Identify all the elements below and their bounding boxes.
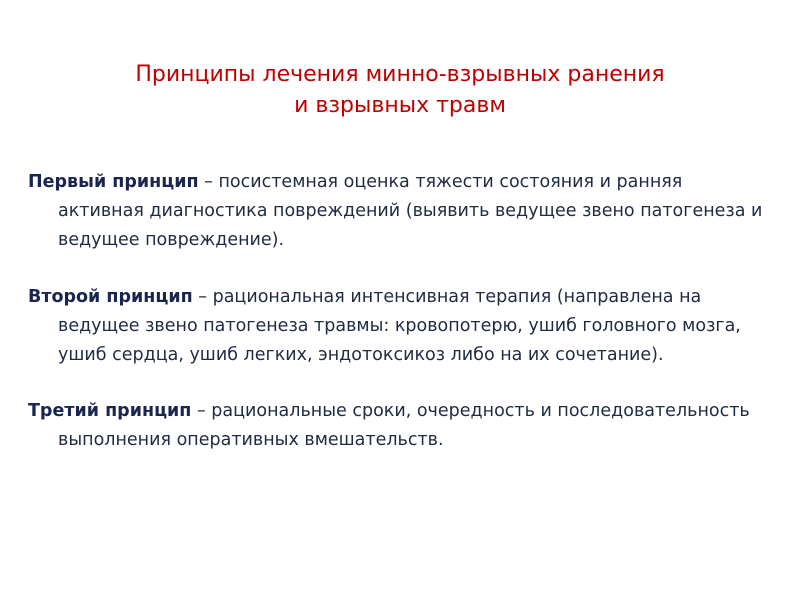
principle-second-text: – рациональная интенсивная терапия (направлена на ведущее звено патогенеза травмы: кровопотерю, ушиб головного мозга, ушиб сердца, ушиб легких, эндотоксикоз либо на их сочетание). [58, 287, 741, 365]
principles-list [28, 168, 768, 455]
principle-third-text: – рациональные сроки, очередность и последовательность выполнения оперативных вмешательств. [58, 401, 750, 450]
slide-title [40, 59, 760, 121]
title-line-1: Принципы лечения минно-взрывных ранения [135, 61, 665, 87]
principle-first [28, 168, 768, 255]
principle-third [28, 397, 768, 455]
principle-second [28, 283, 768, 370]
principle-first-text: – посистемная оценка тяжести состояния и ранняя активная диагностика повреждений (выявить ведущее звено патогенеза и ведущее повреждение). [58, 172, 763, 250]
title-line-2: и взрывных травм [294, 92, 506, 118]
principle-first-lead: Первый принцип [28, 172, 199, 192]
principle-second-lead: Второй принцип [28, 287, 193, 307]
principle-third-lead: Третий принцип [28, 401, 192, 421]
